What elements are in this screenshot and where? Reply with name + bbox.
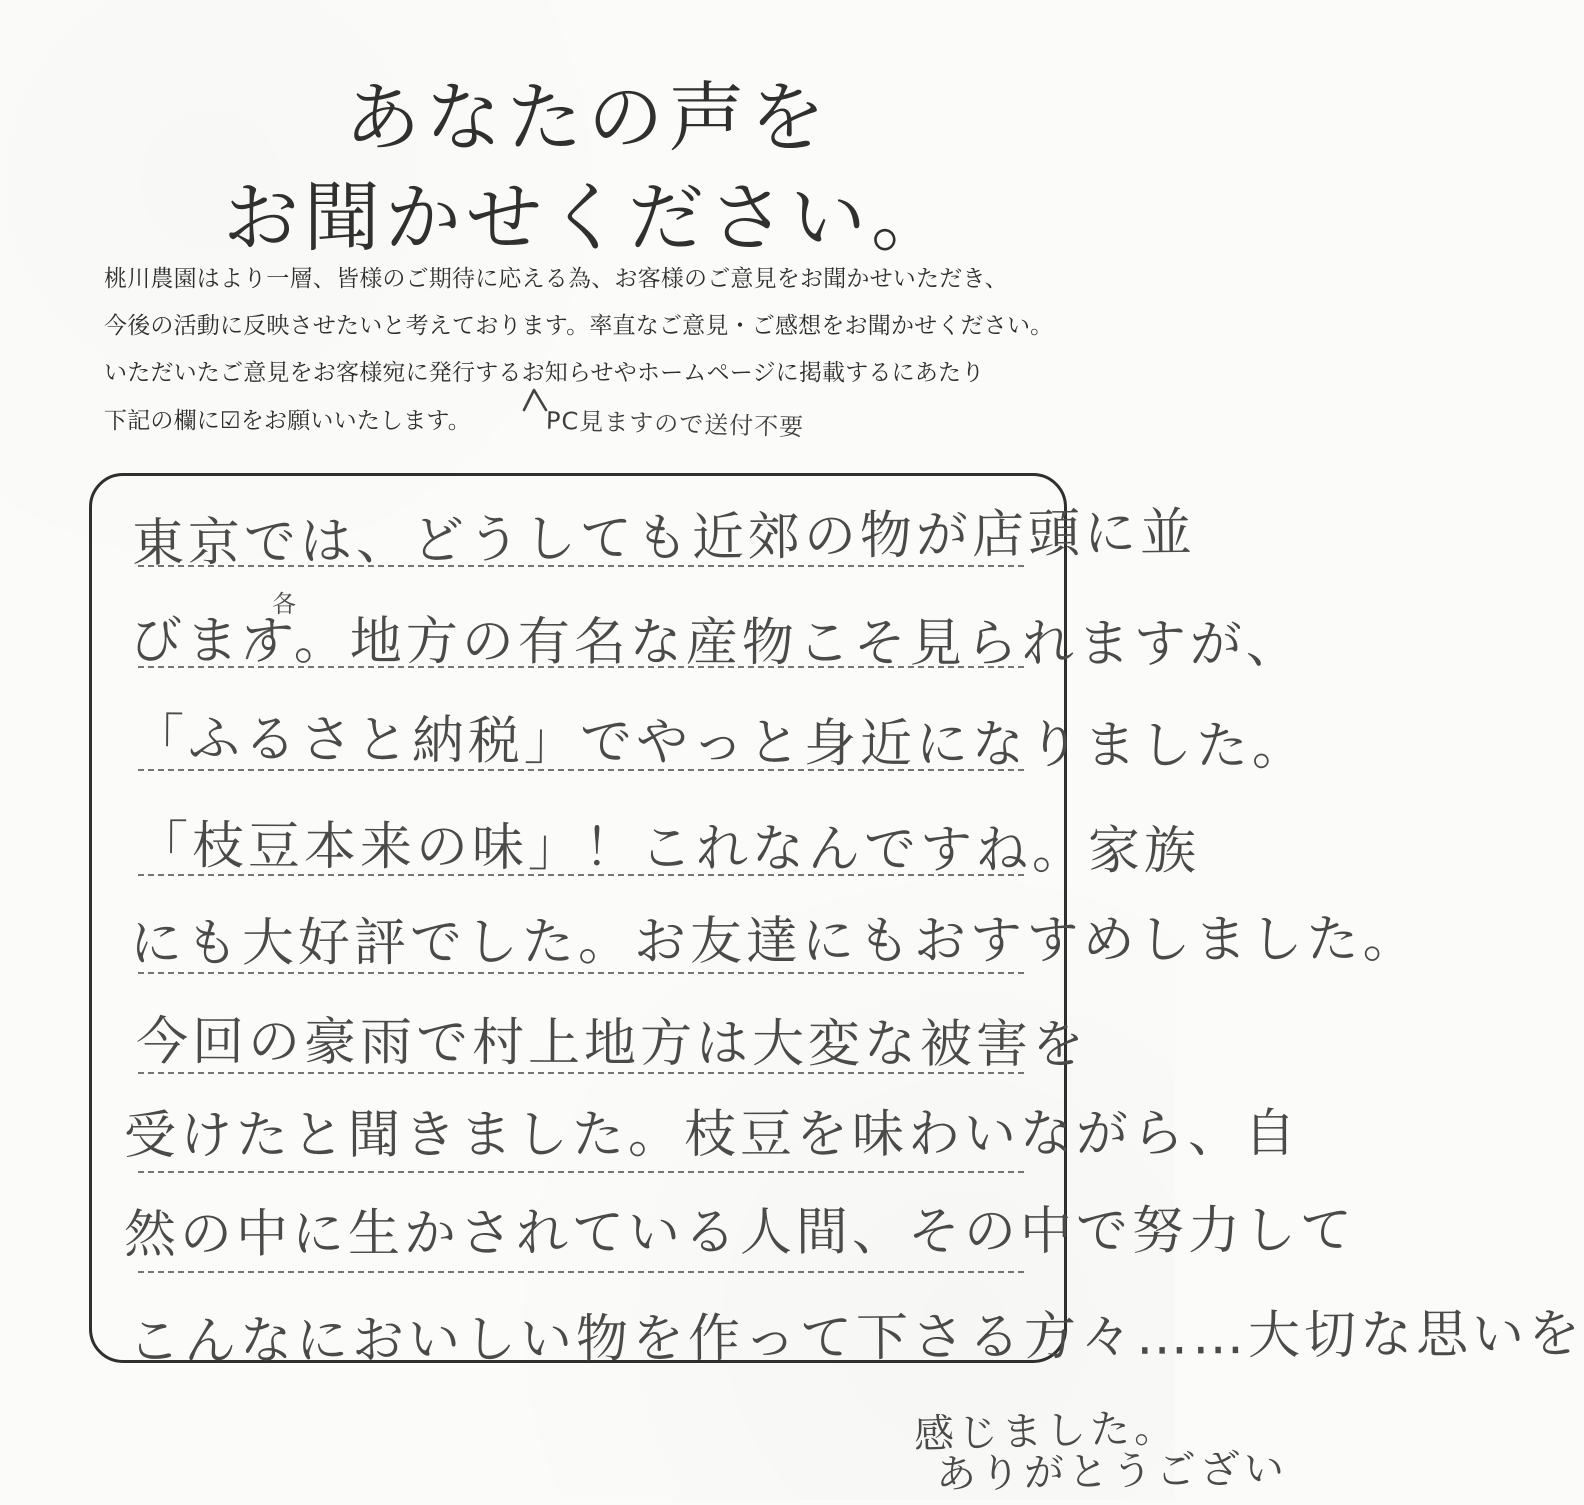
intro-text-line-4: 下記の欄に☑をお願いいたします。	[104, 408, 471, 434]
handwritten-insert-text: 各	[272, 590, 297, 618]
handwritten-line-8: 然の中に生かされている人間、その中で努力して	[123, 1200, 1357, 1265]
intro-text-line-1: 桃川農園はより一層、皆様のご期待に応える為、お客様のご意見をお聞かせいただき、	[104, 266, 1008, 292]
handwritten-line-5: にも大好評でした。お友達にもおすすめしました。	[129, 909, 1419, 974]
handwritten-line-4: 「枝豆本来の味」！これなんですね。家族	[135, 816, 1201, 882]
handwritten-line-3: 「ふるさと納税」でやっと身近になりました。	[131, 709, 1309, 778]
intro-text-line-2: 今後の活動に反映させたいと考えております。率直なご意見・ご感想をお聞かせください。	[104, 313, 1054, 339]
writing-line	[138, 1171, 1024, 1173]
page-title-line-2: お聞かせください。	[223, 173, 952, 262]
handwritten-line-7: 受けたと聞きました。枝豆を味わいながら、自	[123, 1103, 1301, 1166]
writing-line	[138, 1271, 1024, 1273]
intro-text-line-3: いただいたご意見をお客様宛に発行するお知らせやホームページに掲載するにあたり	[104, 360, 985, 386]
handwritten-line-6: 今回の豪雨で村上地方は大変な被害を	[135, 1012, 1089, 1076]
handwritten-line-9: こんなにおいしい物を作って下さる方々……大切な思いを	[127, 1304, 1584, 1372]
page-title-line-1: あなたの声を	[344, 73, 831, 162]
handwritten-closing-line-2: ありがとうござい	[935, 1445, 1289, 1498]
handwritten-line-1: 東京では、どうしても近郊の物が店頭に並	[131, 502, 1197, 574]
handwritten-closing-line-1: 感じました。	[913, 1405, 1179, 1458]
handwritten-note: PC見ますので送付不要	[545, 406, 805, 442]
handwritten-line-2: びます。地方の有名な産物こそ見られますが、	[129, 611, 1302, 676]
